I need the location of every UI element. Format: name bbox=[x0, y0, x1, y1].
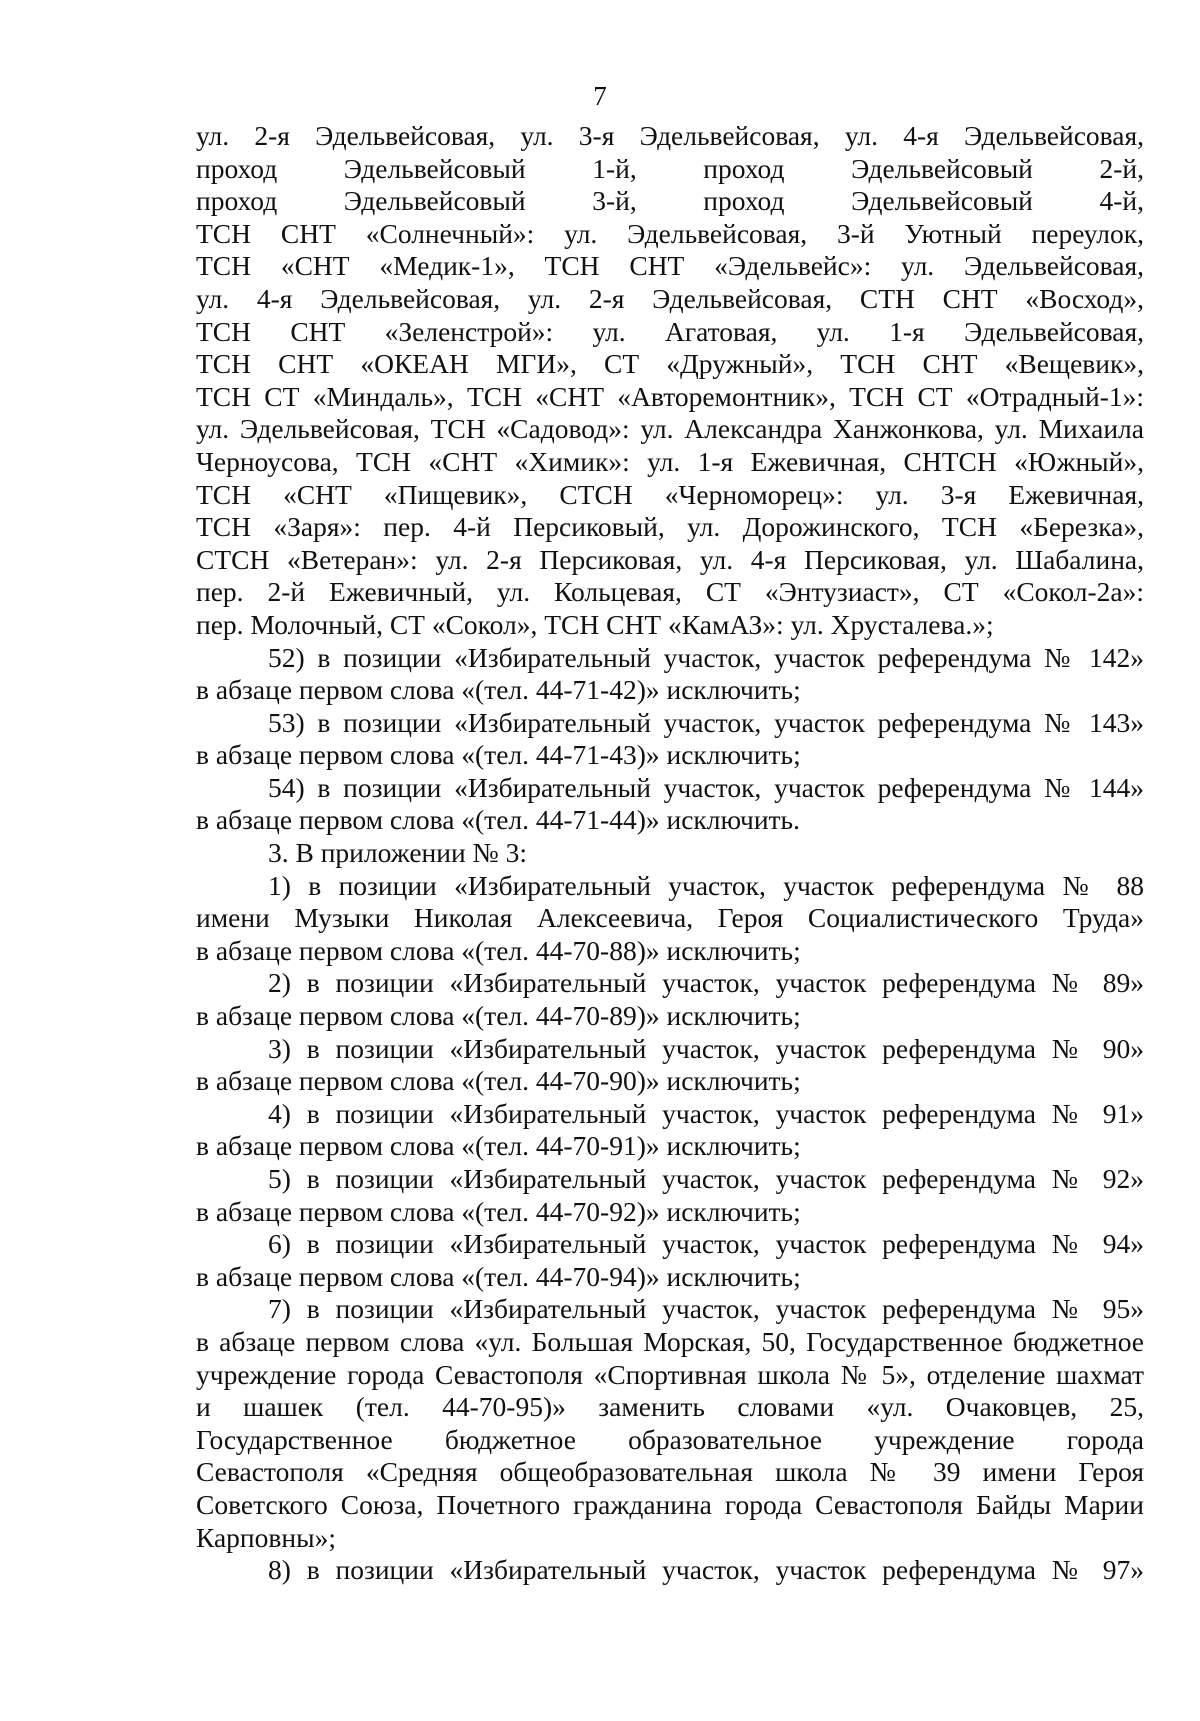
text-line: пер. 2-й Ежевичный, ул. Кольцевая, СТ «Энтузиаст», СТ «Сокол-2а»: bbox=[196, 576, 1144, 608]
list-item bbox=[196, 1033, 1144, 1098]
item-6-line-1: 6) в позиции «Избирательный участок, участок референдума № 94» bbox=[268, 1228, 1144, 1260]
item-1-line-2: имени Музыки Николая Алексеевича, Героя Социалистического Труда» bbox=[196, 902, 1144, 934]
item-3-line-1: 3) в позиции «Избирательный участок, участок референдума № 90» bbox=[268, 1032, 1144, 1064]
list-item bbox=[196, 1293, 1144, 1554]
list-item bbox=[196, 1228, 1144, 1293]
item-53-line-1: 53) в позиции «Избирательный участок, участок референдума № 143» bbox=[268, 706, 1144, 738]
text-line: ТСН «Заря»: пер. 4-й Персиковый, ул. Дорожинского, ТСН «Березка», bbox=[196, 511, 1144, 543]
document-body bbox=[196, 120, 1144, 1587]
item-7-line-2: в абзаце первом слова «ул. Большая Морская, 50, Государственное бюджетное bbox=[196, 1325, 1144, 1357]
text-line: ТСН «СНТ «Пищевик», СТСН «Черноморец»: ул. 3-я Ежевичная, bbox=[196, 478, 1144, 510]
list-item bbox=[196, 772, 1144, 837]
item-7-line-5: Государственное бюджетное образовательное учреждение города bbox=[196, 1423, 1144, 1455]
text-line: ТСН «СНТ «Медик-1», ТСН СНТ «Эдельвейс»: ул. Эдельвейсовая, bbox=[196, 250, 1144, 282]
item-7-line-8: Карповны»; bbox=[196, 1521, 336, 1553]
item-7-line-6: Севастополя «Средняя общеобразовательная школа № 39 имени Героя bbox=[196, 1456, 1144, 1488]
item-1-line-3: в абзаце первом слова «(тел. 44-70-88)» исключить; bbox=[196, 934, 801, 966]
item-2-line-1: 2) в позиции «Избирательный участок, участок референдума № 89» bbox=[268, 967, 1144, 999]
list-item bbox=[196, 967, 1144, 1032]
text-line: пер. Молочный, СТ «Сокол», ТСН СНТ «КамАЗ»: ул. Хрусталева.»; bbox=[196, 608, 994, 640]
text-line: ТСН СТ «Миндаль», ТСН «СНТ «Авторемонтник», ТСН СТ «Отрадный-1»: bbox=[196, 380, 1144, 412]
list-item bbox=[196, 1098, 1144, 1163]
list-item bbox=[196, 1163, 1144, 1228]
list-item bbox=[196, 1554, 1144, 1587]
item-6-line-2: в абзаце первом слова «(тел. 44-70-94)» исключить; bbox=[196, 1260, 801, 1292]
text-line: ул. 4-я Эдельвейсовая, ул. 2-я Эдельвейсовая, СТН СНТ «Восход», bbox=[196, 282, 1144, 314]
item-7-line-7: Советского Союза, Почетного гражданина города Севастополя Байды Марии bbox=[196, 1488, 1144, 1520]
item-54-line-1: 54) в позиции «Избирательный участок, участок референдума № 144» bbox=[268, 771, 1144, 803]
item-53-line-2: в абзаце первом слова «(тел. 44-71-43)» исключить; bbox=[196, 739, 801, 771]
text-line: ТСН СНТ «ОКЕАН МГИ», СТ «Дружный», ТСН СНТ «Вещевик», bbox=[196, 348, 1144, 380]
item-54-line-2: в абзаце первом слова «(тел. 44-71-44)» исключить. bbox=[196, 804, 800, 836]
text-line: ул. Эдельвейсовая, ТСН «Садовод»: ул. Александра Ханжонкова, ул. Михаила bbox=[196, 413, 1144, 445]
item-5-line-2: в абзаце первом слова «(тел. 44-70-92)» исключить; bbox=[196, 1195, 801, 1227]
item-4-line-2: в абзаце первом слова «(тел. 44-70-91)» исключить; bbox=[196, 1130, 801, 1162]
text-line: ТСН СНТ «Зеленстрой»: ул. Агатовая, ул. 1-я Эдельвейсовая, bbox=[196, 315, 1144, 347]
text-line: Черноусова, ТСН «СНТ «Химик»: ул. 1-я Ежевичная, СНТСН «Южный», bbox=[196, 445, 1144, 477]
item-52-line-1: 52) в позиции «Избирательный участок, участок референдума № 142» bbox=[268, 641, 1144, 673]
item-52-line-2: в абзаце первом слова «(тел. 44-71-42)» исключить; bbox=[196, 674, 801, 706]
item-3-line-2: в абзаце первом слова «(тел. 44-70-90)» исключить; bbox=[196, 1065, 801, 1097]
item-7-line-3: учреждение города Севастополя «Спортивная школа № 5», отделение шахмат bbox=[196, 1358, 1144, 1390]
page-number: 7 bbox=[593, 81, 607, 111]
item-7-line-1: 7) в позиции «Избирательный участок, участок референдума № 95» bbox=[268, 1293, 1144, 1325]
section-heading bbox=[196, 837, 1144, 870]
text-line: ТСН СНТ «Солнечный»: ул. Эдельвейсовая, 3-й Уютный переулок, bbox=[196, 217, 1144, 249]
item-5-line-1: 5) в позиции «Избирательный участок, участок референдума № 92» bbox=[268, 1163, 1144, 1194]
list-item bbox=[196, 870, 1144, 968]
item-7-line-4: и шашек (тел. 44-70-95)» заменить словами «ул. Очаковцев, 25, bbox=[196, 1391, 1144, 1423]
list-item bbox=[196, 642, 1144, 707]
text-line: проход Эдельвейсовый 3-й, проход Эдельвейсовый 4-й, bbox=[196, 185, 1144, 217]
text-line: ул. 2-я Эдельвейсовая, ул. 3-я Эдельвейсовая, ул. 4-я Эдельвейсовая, bbox=[196, 120, 1144, 151]
address-paragraph bbox=[196, 120, 1144, 642]
item-2-line-2: в абзаце первом слова «(тел. 44-70-89)» исключить; bbox=[196, 1000, 801, 1032]
section-3-heading: 3. В приложении № 3: bbox=[268, 837, 528, 869]
item-1-line-1: 1) в позиции «Избирательный участок, участок референдума № 88 bbox=[268, 869, 1144, 901]
list-item bbox=[196, 707, 1144, 772]
text-line: проход Эдельвейсовый 1-й, проход Эдельвейсовый 2-й, bbox=[196, 152, 1144, 184]
text-line: СТСН «Ветеран»: ул. 2-я Персиковая, ул. 4-я Персиковая, ул. Шабалина, bbox=[196, 543, 1144, 575]
item-8-line-1: 8) в позиции «Избирательный участок, участок референдума № 97» bbox=[268, 1554, 1144, 1586]
item-4-line-1: 4) в позиции «Избирательный участок, участок референдума № 91» bbox=[268, 1097, 1144, 1129]
